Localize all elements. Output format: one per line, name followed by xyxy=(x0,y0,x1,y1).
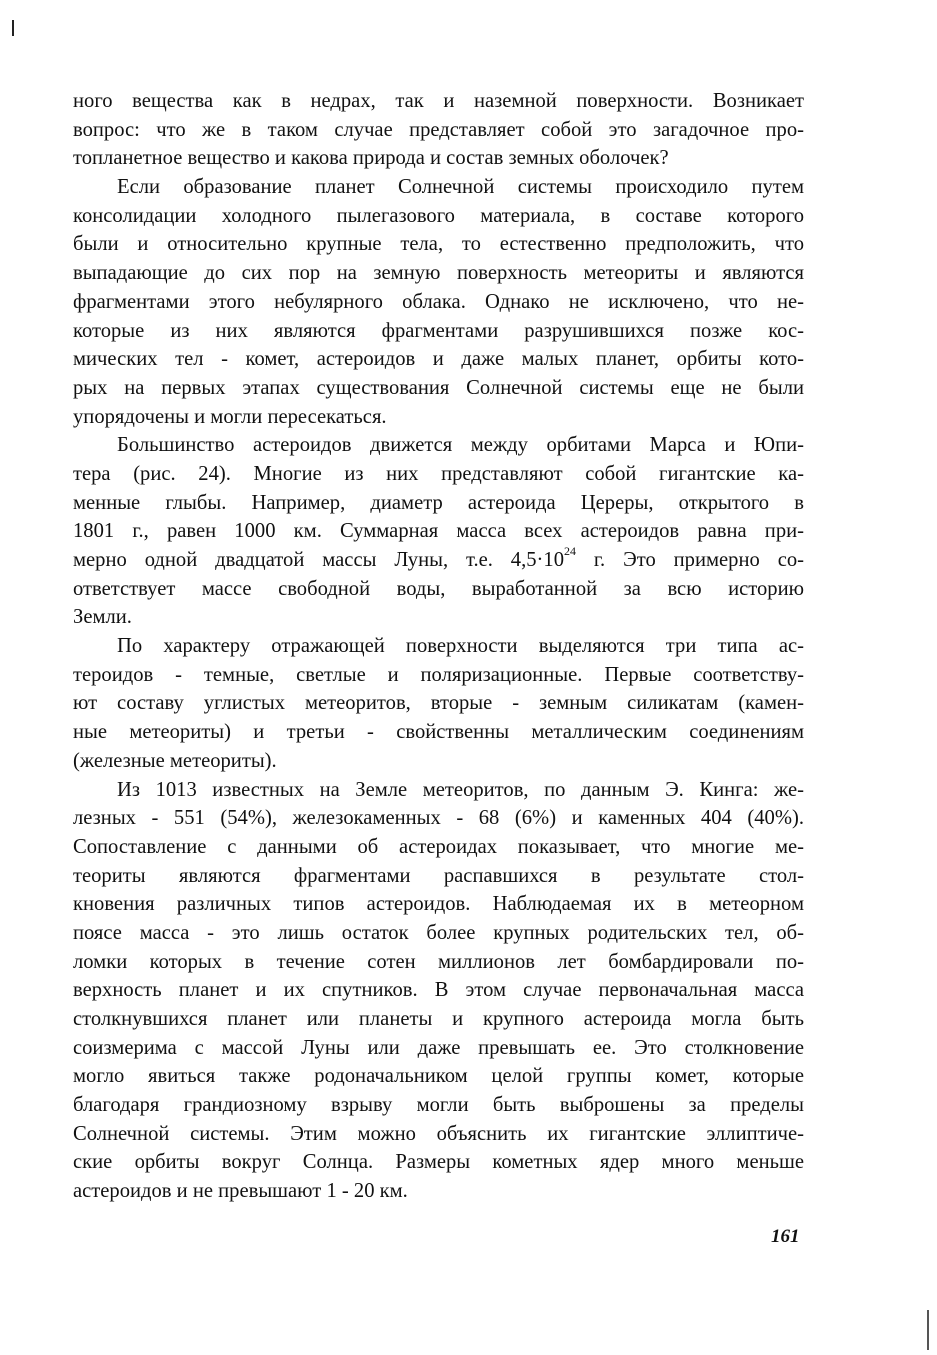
text-line: теориты являются фрагментами распавшихся в результате стол- xyxy=(73,864,804,887)
text-line: Сопоставление с данными об астероидах показывает, что многие ме- xyxy=(73,835,804,858)
text-line: выпадающие до сих пор на земную поверхность метеориты и являются xyxy=(73,262,804,285)
text-line: которые из них являются фрагментами разрушившихся позже кос- xyxy=(73,319,804,342)
scan-mark-top xyxy=(12,20,14,36)
text-line: Большинство астероидов движется между орбитами Марса и Юпи- xyxy=(117,434,804,457)
text-line: ские орбиты вокруг Солнца. Размеры кометных ядер много меньше xyxy=(73,1151,804,1174)
scan-mark-bottom xyxy=(927,1310,929,1350)
text-line: поясе масса - это лишь остаток более крупных родительских тел, об- xyxy=(73,921,804,944)
text-line: ного вещества как в недрах, так и наземной поверхности. Возникает xyxy=(73,90,804,112)
text-line xyxy=(73,546,804,575)
text-line: (железные метеориты). xyxy=(73,749,277,772)
body-text xyxy=(73,87,804,1206)
page-number: 161 xyxy=(771,1226,800,1247)
text-line: менные глыбы. Например, диаметр астероида Цереры, открытого в xyxy=(73,491,804,514)
exponent: 24 xyxy=(564,544,577,559)
text-line: вопрос: что же в таком случае представляет собой это загадочное про- xyxy=(73,118,804,141)
text-line: По характеру отражающей поверхности выделяются три типа ас- xyxy=(117,635,804,658)
text-line: астероидов и не превышают 1 - 20 км. xyxy=(73,1180,408,1203)
text-line: лезных - 551 (54%), железокаменных - 68 (6%) и каменных 404 (40%). xyxy=(73,807,804,830)
text-line: мических тел - комет, астероидов и даже малых планет, орбиты кото- xyxy=(73,348,804,371)
text-line: ные метеориты) и третьи - свойственны металлическим соединениям xyxy=(73,721,804,744)
text-line: Если образование планет Солнечной системы происходило путем xyxy=(117,176,804,199)
text-line: ломки которых в течение сотен миллионов лет бомбардировали по- xyxy=(73,950,804,973)
text-line: благодаря грандиозному взрыву могли быть выброшены за пределы xyxy=(73,1094,804,1117)
text-line: рых на первых этапах существования Солнечной системы еще не были xyxy=(73,376,804,399)
text-line: могло явиться также родоначальником целой группы комет, которые xyxy=(73,1065,804,1088)
text-line: кновения различных типов астероидов. Наблюдаемая их в метеорном xyxy=(73,893,804,916)
text-line: столкнувшихся планет или планеты и крупного астероида могла быть xyxy=(73,1008,804,1030)
text-line: 1801 г., равен 1000 км. Суммарная масса всех астероидов равна при- xyxy=(73,520,804,543)
text-fragment: г. Это примерно со- xyxy=(576,549,804,571)
text-line: фрагментами этого небулярного облака. Однако не исключено, что не- xyxy=(73,290,804,313)
text-line: тера (рис. 24). Многие из них представляют собой гигантские ка- xyxy=(73,462,804,485)
text-line: Солнечной системы. Этим можно объяснить их гигантские эллиптиче- xyxy=(73,1122,804,1145)
text-line: консолидации холодного пылегазового материала, в составе которого xyxy=(73,204,804,227)
text-line: ют составу углистых метеоритов, вторые - земным силикатам (камен- xyxy=(73,692,804,715)
text-line: упорядочены и могли пересекаться. xyxy=(73,405,387,428)
text-line: топланетное вещество и какова природа и состав земных оболочек? xyxy=(73,147,669,170)
text-line: верхность планет и их спутников. В этом случае первоначальная масса xyxy=(73,979,804,1002)
text-line: тероидов - темные, светлые и поляризационные. Первые соответству- xyxy=(73,663,804,686)
text-line: Из 1013 известных на Земле метеоритов, по данным Э. Кинга: же- xyxy=(117,778,804,801)
text-line: ответствует массе свободной воды, выработанной за всю историю xyxy=(73,577,804,600)
text-line: Земли. xyxy=(73,606,132,629)
text-fragment: мерно одной двадцатой массы Луны, т.е. 4,5·10 xyxy=(73,549,565,571)
text-line: были и относительно крупные тела, то естественно предположить, что xyxy=(73,233,804,256)
text-line: соизмерима с массой Луны или даже превышать ее. Это столкновение xyxy=(73,1036,804,1059)
